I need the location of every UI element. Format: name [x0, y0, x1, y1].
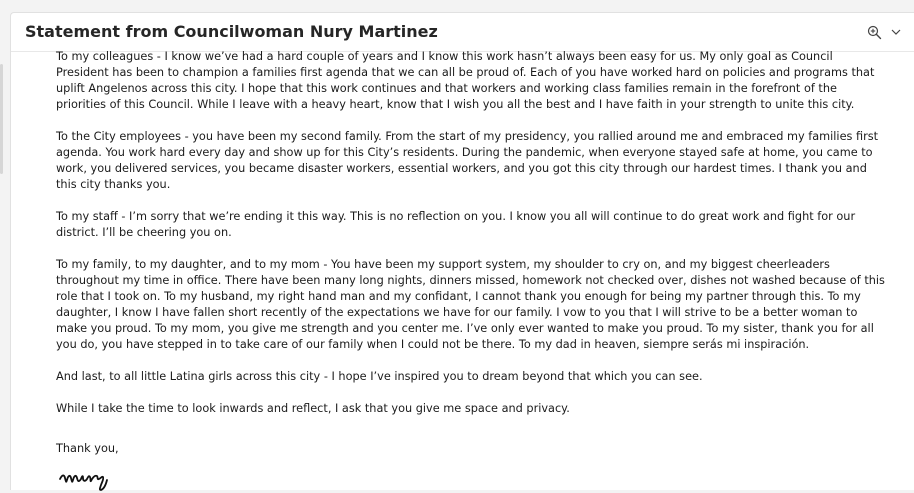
- page-title: Statement from Councilwoman Nury Martinez: [25, 22, 438, 41]
- left-scroll-rail[interactable]: [0, 64, 3, 174]
- handwritten-signature: [57, 463, 121, 493]
- statement-body: [56, 49, 886, 493]
- title-bar: [11, 13, 914, 52]
- paragraph-staff: To my staff - I’m sorry that we’re ending it this way. This is no reflection on you. I know you all will continue to do great work and fight for our district. I’ll be cheering you on.: [56, 210, 856, 239]
- left-gutter: [0, 12, 10, 490]
- paragraph-privacy: While I take the time to look inwards and reflect, I ask that you give me space and privacy.: [56, 402, 570, 415]
- paragraph-family: To my family, to my daughter, and to my mom - You have been my support system, my shoulder to cry on, and my biggest cheerleaders throughout my time in office. There have been many long nights, dinners missed, homework not checked over, dishes not washed because of this role that I took on. To my husband, my right hand man and my confidant, I cannot thank you enough for being my partner through this. To my daughter, I know I have fallen short recently of the expectations we have for our family. I vow to you that I will strive to be a better woman to make you proud. To my mom, you give me strength and you center me. I’ve only ever wanted to make you proud. To my sister, thank you for all you do, you have stepped in to take care of our family when I could not be there. To my dad in heaven, siempre serás mi inspiración.: [56, 258, 885, 351]
- window-top-strip: [0, 0, 914, 12]
- paragraph-city-employees: To the City employees - you have been my second family. From the start of my presidency, you rallied around me and embraced my families first agenda. You work hard every day and show up for this City’s residents. During the pandemic, when everyone stayed safe at home, you came to work, you delivered services, you became disaster workers, essential workers, and you got this city through our hardest times. I thank you and this city thanks you.: [56, 130, 879, 191]
- paragraph-colleagues: To my colleagues - I know we’ve had a hard couple of years and I know this work hasn’t always been easy for us. My only goal as Council President has been to champion a families first agenda that we can all be proud of. Each of you have worked hard on policies and programs that uplift Angelenos across this city. I hope that this work continues and that workers and working class families remain in the forefront of the priorities of this Council. While I leave with a heavy heart, know that I wish you all the best and I have faith in your strength to unite this city.: [56, 50, 875, 111]
- title-actions: [866, 22, 904, 42]
- zoom-in-icon[interactable]: [866, 24, 882, 40]
- paragraph-latina-girls: And last, to all little Latina girls across this city - I hope I’ve inspired you to dream beyond that which you can see.: [56, 370, 703, 383]
- sign-off: Thank you,: [56, 442, 119, 455]
- chevron-down-icon[interactable]: [888, 24, 904, 40]
